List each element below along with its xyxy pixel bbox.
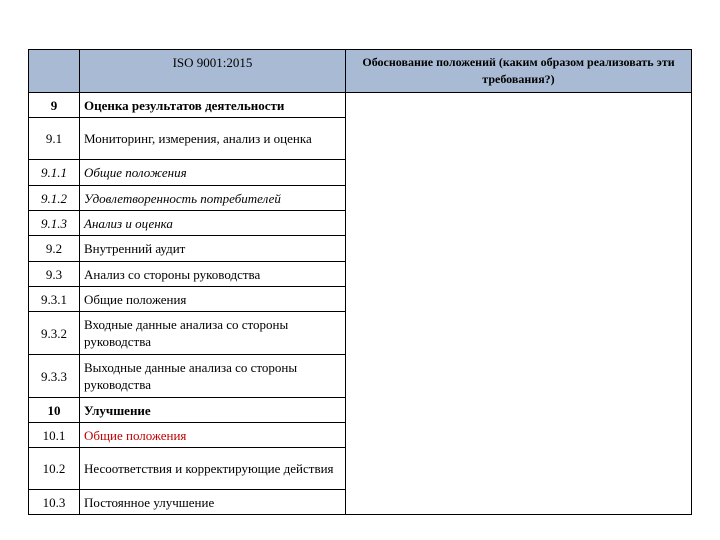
header-standard: ISO 9001:2015 bbox=[80, 50, 346, 93]
clause-title: Общие положения bbox=[80, 287, 346, 312]
clause-title: Оценка результатов деятельности bbox=[80, 93, 346, 118]
iso-requirements-table bbox=[28, 49, 692, 515]
clause-number: 9.3.3 bbox=[29, 355, 80, 398]
clause-number: 9.3.2 bbox=[29, 312, 80, 355]
clause-number: 9.1.3 bbox=[29, 211, 80, 236]
header-justification: Обоснование положений (каким образом реализовать эти требования?) bbox=[346, 50, 692, 93]
clause-title: Улучшение bbox=[80, 398, 346, 423]
clause-title: Удовлетворенность потребителей bbox=[80, 186, 346, 211]
clause-number: 9.1 bbox=[29, 118, 80, 160]
clause-number: 9.1.1 bbox=[29, 160, 80, 186]
clause-title: Постоянное улучшение bbox=[80, 490, 346, 515]
clause-number: 10.2 bbox=[29, 448, 80, 490]
clause-title: Общие положения bbox=[80, 160, 346, 186]
clause-number: 9 bbox=[29, 93, 80, 118]
clause-number: 9.3 bbox=[29, 262, 80, 287]
clause-number: 9.2 bbox=[29, 236, 80, 262]
clause-title: Анализ со стороны руководства bbox=[80, 262, 346, 287]
clause-title: Анализ и оценка bbox=[80, 211, 346, 236]
clause-number: 10 bbox=[29, 398, 80, 423]
clause-number: 9.1.2 bbox=[29, 186, 80, 211]
table-row bbox=[29, 93, 692, 118]
clause-number: 10.3 bbox=[29, 490, 80, 515]
clause-title: Внутренний аудит bbox=[80, 236, 346, 262]
clause-title: Входные данные анализа со стороны руководства bbox=[80, 312, 346, 355]
clause-title: Мониторинг, измерения, анализ и оценка bbox=[80, 118, 346, 160]
clause-number: 10.1 bbox=[29, 423, 80, 448]
header-row bbox=[29, 50, 692, 93]
clause-title: Общие положения bbox=[80, 423, 346, 448]
justification-cell bbox=[346, 93, 692, 515]
clause-title: Несоответствия и корректирующие действия bbox=[80, 448, 346, 490]
header-number-cell bbox=[29, 50, 80, 93]
clause-number: 9.3.1 bbox=[29, 287, 80, 312]
clause-title: Выходные данные анализа со стороны руководства bbox=[80, 355, 346, 398]
